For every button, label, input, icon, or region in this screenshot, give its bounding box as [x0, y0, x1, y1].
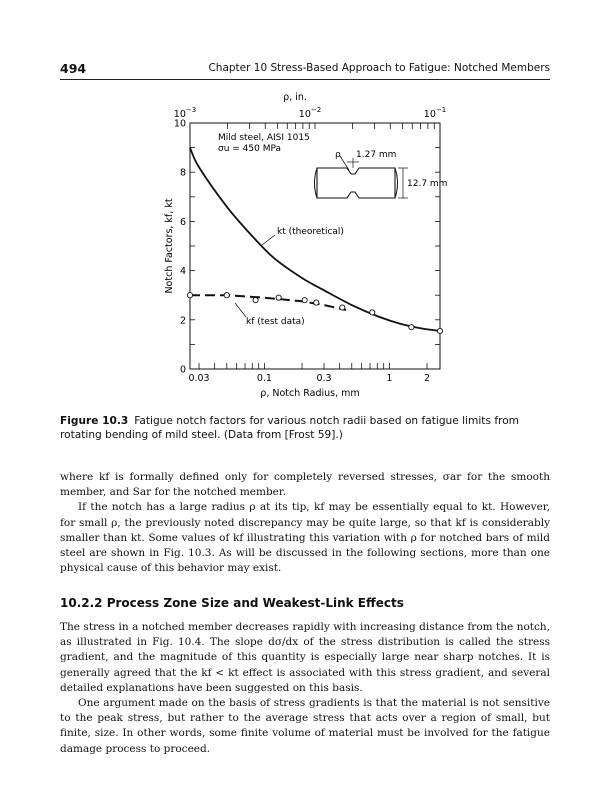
section-heading: 10.2.2 Process Zone Size and Weakest-Link Effects [60, 596, 404, 610]
specimen-diameter-dim: 12.7 mm [407, 179, 448, 189]
kf-label: kf (test data) [246, 317, 305, 327]
data-point [314, 300, 319, 305]
figure-caption-text: Fatigue notch factors for various notch radii based on fatigue limits from rotating bending of mild steel. (Data from [Frost 59].) [60, 415, 519, 441]
data-point [370, 310, 375, 315]
y-tick-label: 6 [179, 216, 186, 228]
x-tick-label: 1 [386, 373, 393, 384]
y-tick-label: 0 [179, 364, 186, 376]
data-point [409, 325, 414, 330]
data-point [276, 295, 281, 300]
data-point [302, 298, 307, 303]
top-tick-labels [174, 106, 446, 120]
y-tick-label: 10 [173, 118, 186, 130]
axis-ticks [190, 123, 440, 369]
data-point [437, 328, 442, 333]
top-tick-label: $10^{-3}$ [173, 106, 197, 120]
data-point [187, 293, 192, 298]
material-note: Mild steel, AISI 1015 [218, 133, 310, 143]
specimen-sketch [315, 156, 409, 198]
body-text-1 [60, 470, 550, 576]
paragraph: The stress in a notched member decreases rapidly with increasing distance from the notch, as illustrated in Fig. 10.4. The slope dσ/dx of the stress distribution is called the stress gradient, and the magnitude of this quantity is especially large near sharp notches. It is generally agreed that the kf < kt effect is associated with this stress gradient, and several detailed explanations have been suggested on this basis. [60, 621, 550, 694]
kt-label: kt (theoretical) [277, 227, 344, 237]
figure-caption-label: Figure 10.3 [60, 415, 129, 427]
x-tick-label: 2 [424, 373, 431, 384]
y-tick-label: 4 [179, 266, 186, 278]
x-tick-label: 0.3 [316, 373, 332, 384]
material-strength: σu = 450 MPa [218, 144, 282, 154]
y-tick-label: 8 [179, 167, 186, 179]
top-tick-label: $10^{-1}$ [423, 106, 447, 120]
running-head: Chapter 10 Stress-Based Approach to Fatigue: Notched Members [208, 62, 550, 74]
top-tick-label: $10^{-2}$ [298, 106, 322, 120]
figure-caption [60, 414, 550, 442]
y-tick-labels [174, 119, 186, 376]
y-tick-label: 2 [179, 315, 186, 327]
data-point [224, 293, 229, 298]
data-point [340, 305, 345, 310]
test-data-points [187, 293, 442, 334]
body-text-2 [60, 620, 550, 757]
figure-chart [150, 88, 450, 408]
plot-frame [190, 123, 440, 369]
x-tick-label: 0.03 [188, 373, 210, 384]
paragraph: If the notch has a large radius ρ at its tip, kf may be essentially equal to kt. However, for small ρ, the previously noted discrepancy may be quite large, so that kf is considerably smaller than kt. Some values of kf illustrating this variation with ρ for notched bars of mild steel are shown in Fig. 10.3. As will be discussed in the following sections, more than one physical cause of this behavior may exist. [60, 501, 550, 575]
specimen-rho-label: ρ [335, 150, 341, 160]
page-header [60, 61, 550, 80]
page-number: 494 [60, 61, 87, 76]
top-axis-label: ρ, in. [283, 92, 307, 103]
data-point [253, 298, 258, 303]
paragraph: One argument made on the basis of stress gradients is that the material is not sensitive to the peak stress, but rather to the average stress that acts over a region of small, but finite, size. In other words, some finite volume of material must be involved for the fatigue damage process to proceed. [60, 697, 550, 755]
y-axis-label: Notch Factors, kf, kt [164, 198, 175, 294]
x-axis-label: ρ, Notch Radius, mm [260, 388, 360, 399]
x-tick-label: 0.1 [256, 373, 272, 384]
x-tick-labels [188, 373, 430, 384]
paragraph: where kf is formally defined only for completely reversed stresses, σar for the smooth member, and Sar for the notched member. [60, 471, 550, 499]
kf-dashed-line [190, 295, 346, 310]
specimen-notch-dim: 1.27 mm [356, 150, 397, 160]
